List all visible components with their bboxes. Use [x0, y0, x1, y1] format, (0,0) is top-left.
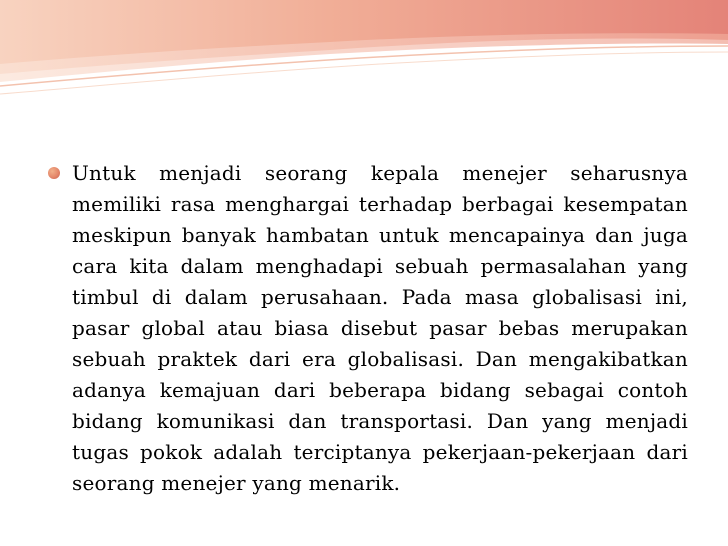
bullet-item [48, 158, 688, 499]
content-area [48, 158, 688, 498]
bullet-dot-icon [48, 167, 60, 179]
header-decoration [0, 0, 728, 110]
bullet-text: Untuk menjadi seorang kepala menejer seharusnya memiliki rasa menghargai terhadap berbagai kesempatan meskipun banyak hambatan untuk mencapainya dan juga cara kita dalam menghadapi sebuah permasalahan yang timbul di dalam perusahaan. Pada masa globalisasi ini, pasar global atau biasa disebut pasar bebas merupakan sebuah praktek dari era globalisasi. Dan mengakibatkan adanya kemajuan dari beberapa bidang sebagai contoh bidang komunikasi dan transportasi. Dan yang menjadi tugas pokok adalah terciptanya pekerjaan-pekerjaan dari seorang menejer yang menarik. [72, 161, 688, 495]
